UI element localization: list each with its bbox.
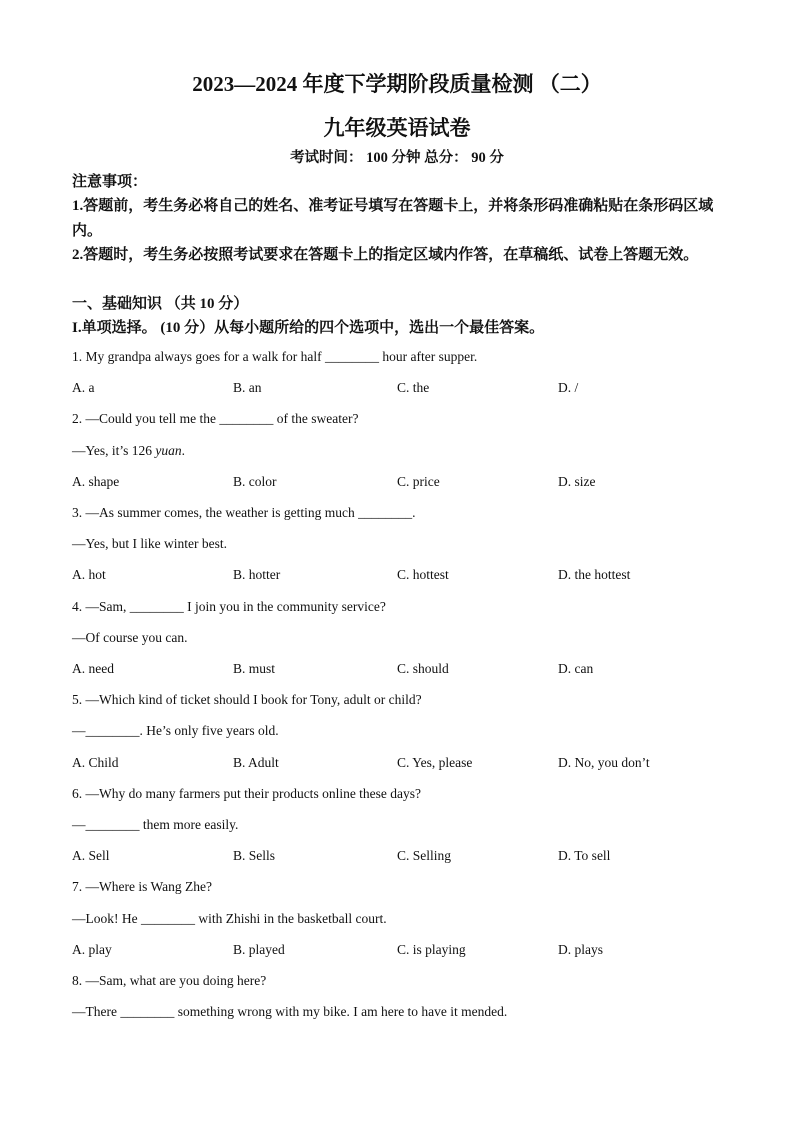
answer-option: B. Sells [233, 848, 276, 863]
question-stem: 3. —As summer comes, the weather is getting much ________. [72, 505, 416, 520]
answer-option: A. need [72, 661, 114, 676]
answer-option: D. / [558, 380, 579, 395]
question-dialogue-line: —________. He’s only five years old. [72, 723, 279, 738]
answer-option: D. plays [558, 942, 603, 957]
question-dialogue-line: —Look! He ________ with Zhishi in the basketball court. [72, 911, 387, 926]
question-stem: 5. —Which kind of ticket should I book for Tony, adult or child? [72, 692, 422, 707]
question-stem: 7. —Where is Wang Zhe? [72, 879, 212, 894]
part-heading: I.单项选择。 (10 分）从每小题所给的四个选项中，选出一个最佳答案。 [72, 320, 545, 336]
question-stem: 8. —Sam, what are you doing here? [72, 973, 267, 988]
answer-option: D. No, you don’t [558, 755, 650, 770]
question-dialogue-line: —Yes, it’s 126 yuan. [72, 443, 186, 458]
answer-option: C. hottest [397, 567, 449, 582]
answer-options [72, 472, 722, 492]
section-heading: 一、基础知识 （共 10 分） [72, 296, 249, 312]
answer-options [72, 565, 722, 585]
answer-option: A. Child [72, 755, 119, 770]
answer-option: A. play [72, 942, 112, 957]
answer-option: C. Yes, please [397, 755, 473, 770]
question-dialogue-line: —________ them more easily. [72, 817, 239, 832]
question-stem: 6. —Why do many farmers put their products online these days? [72, 786, 422, 801]
exam-subtitle: 九年级英语试卷 [323, 116, 471, 140]
answer-option: B. Adult [233, 755, 279, 770]
answer-options [72, 940, 722, 960]
question-dialogue-line: —Of course you can. [72, 630, 188, 645]
question-stem: 4. —Sam, ________ I join you in the community service? [72, 599, 386, 614]
exam-info: 考试时间： 100 分钟 总分： 90 分 [290, 150, 504, 166]
answer-options [72, 659, 722, 679]
question-dialogue-line: —There ________ something wrong with my bike. I am here to have it mended. [72, 1004, 508, 1019]
question-stem: 1. My grandpa always goes for a walk for half ________ hour after supper. [72, 349, 478, 364]
note-item: 1.答题前，考生务必将自己的姓名、准考证号填写在答题卡上，并将条形码准确粘贴在条形码区域内。 [72, 198, 714, 239]
answer-option: D. size [558, 474, 596, 489]
answer-option: B. hotter [233, 567, 281, 582]
answer-option: A. shape [72, 474, 120, 489]
notes-heading: 注意事项： [72, 174, 148, 190]
answer-option: B. played [233, 942, 285, 957]
answer-option: C. Selling [397, 848, 452, 863]
answer-option: A. Sell [72, 848, 110, 863]
answer-option: C. should [397, 661, 449, 676]
answer-option: D. can [558, 661, 594, 676]
answer-option: D. To sell [558, 848, 611, 863]
answer-options [72, 378, 722, 398]
note-item: 2.答题时，考生务必按照考试要求在答题卡上的指定区域内作答，在草稿纸、试卷上答题无效。 [72, 247, 699, 263]
question-dialogue-line: —Yes, but I like winter best. [72, 536, 227, 551]
answer-options [72, 753, 722, 773]
question-stem: 2. —Could you tell me the ________ of the sweater? [72, 411, 359, 426]
answer-option: B. an [233, 380, 262, 395]
answer-option: B. color [233, 474, 277, 489]
answer-option: A. a [72, 380, 95, 395]
answer-option: C. price [397, 474, 440, 489]
answer-option: C. the [397, 380, 430, 395]
answer-options [72, 846, 722, 866]
answer-option: C. is playing [397, 942, 466, 957]
answer-option: B. must [233, 661, 276, 676]
answer-option: D. the hottest [558, 567, 631, 582]
exam-title: 2023—2024 年度下学期阶段质量检测 （二） [192, 72, 602, 96]
answer-option: A. hot [72, 567, 106, 582]
